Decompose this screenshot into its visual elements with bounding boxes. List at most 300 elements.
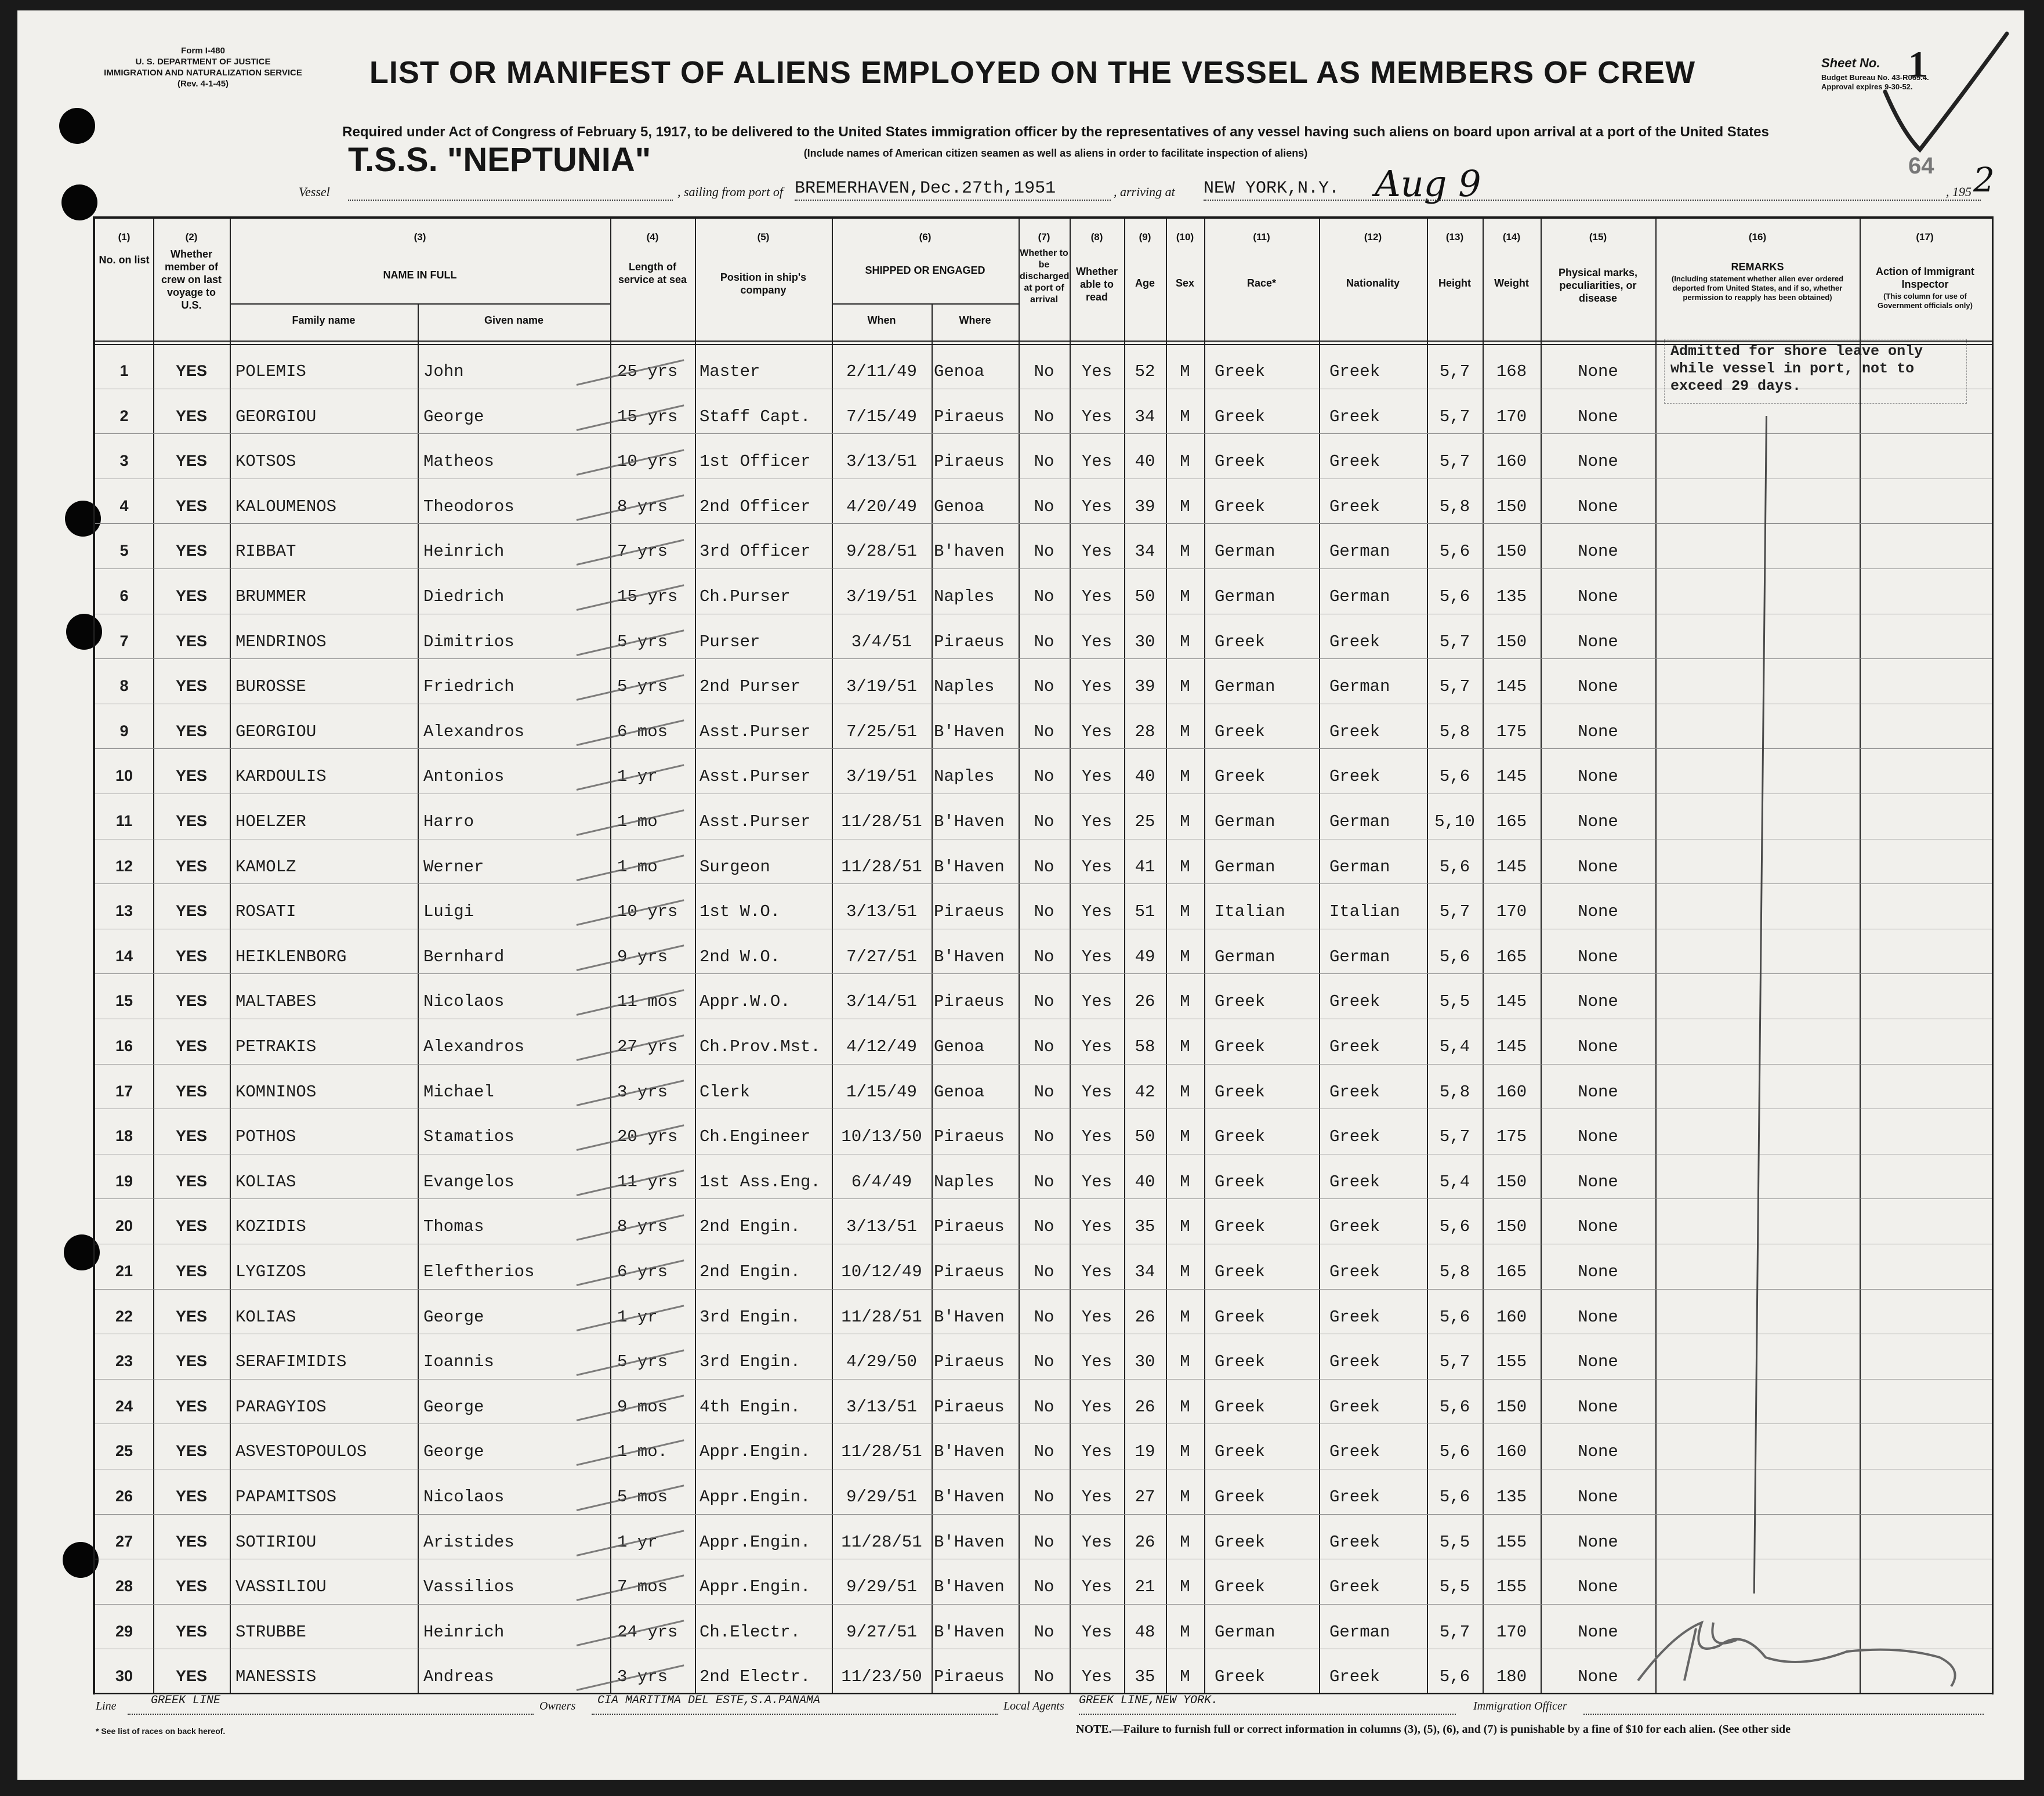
cell-weight: 150: [1496, 497, 1527, 516]
cell-service: 10 yrs: [617, 902, 678, 922]
cell-sex: M: [1180, 1577, 1190, 1597]
col-9-header: Age: [1135, 277, 1155, 289]
cell-nationality: Greek: [1329, 1397, 1380, 1417]
row-rule: [95, 523, 1992, 524]
cell-service: 8 yrs: [617, 497, 668, 516]
col-6-number: (6): [919, 231, 932, 242]
cell-position: Asst.Purser: [700, 722, 811, 741]
cell-where: Piraeus: [934, 1127, 1005, 1147]
cell-crew: YES: [175, 1307, 208, 1325]
cell-family: PAPAMITSOS: [235, 1487, 337, 1507]
cell-weight: 135: [1496, 1487, 1527, 1507]
cell-family: VASSILIOU: [235, 1577, 327, 1597]
cell-age: 30: [1135, 1352, 1155, 1372]
cell-height: 5,7: [1439, 902, 1470, 922]
cell-read: Yes: [1081, 362, 1112, 381]
cell-nationality: Greek: [1329, 1667, 1380, 1687]
cell-service: 7 yrs: [617, 542, 668, 562]
cell-marks: None: [1578, 947, 1618, 966]
cell-read: Yes: [1081, 1127, 1112, 1147]
cell-age: 26: [1135, 992, 1155, 1012]
cell-crew: YES: [175, 1127, 208, 1145]
cell-no: 8: [119, 677, 129, 695]
cell-marks: None: [1578, 1577, 1618, 1597]
cell-read: Yes: [1081, 857, 1112, 877]
cell-position: Clerk: [700, 1082, 751, 1102]
cell-service: 3 yrs: [617, 1667, 668, 1687]
cell-position: Appr.Engin.: [700, 1487, 811, 1507]
col-10-header: Sex: [1175, 277, 1195, 289]
cell-where: Naples: [934, 677, 995, 697]
cell-age: 30: [1135, 632, 1155, 651]
cell-read: Yes: [1081, 632, 1112, 651]
cell-no: 14: [115, 947, 133, 965]
col-17-header: Action of Immigrant Inspector: [1876, 266, 1974, 290]
cell-nationality: Greek: [1329, 632, 1380, 651]
cell-given: Alexandros: [423, 1037, 525, 1056]
cell-age: 34: [1135, 407, 1155, 426]
cell-crew: YES: [175, 542, 208, 560]
cell-where: Piraeus: [934, 1217, 1005, 1237]
cell-service: 27 yrs: [617, 1037, 678, 1056]
arrival-date-handwritten: Aug 9: [1375, 162, 1481, 205]
crew-table: [93, 216, 1994, 1694]
cell-when: 6/4/49: [851, 1172, 912, 1192]
cell-sex: M: [1180, 1667, 1190, 1687]
cell-age: 58: [1135, 1037, 1155, 1056]
cell-height: 5,8: [1439, 1082, 1470, 1102]
cell-sex: M: [1180, 1082, 1190, 1102]
col-5-number: (5): [757, 231, 770, 242]
cell-position: Appr.Engin.: [700, 1442, 811, 1462]
cell-height: 5,6: [1439, 1667, 1470, 1687]
cell-nationality: Italian: [1329, 902, 1400, 922]
page-title: LIST OR MANIFEST OF ALIENS EMPLOYED ON THE VESSEL AS MEMBERS OF CREW: [369, 55, 1696, 90]
cell-marks: None: [1578, 1082, 1618, 1102]
cell-when: 1/15/49: [846, 1082, 917, 1102]
cell-read: Yes: [1081, 1037, 1112, 1056]
cell-position: Ch.Engineer: [700, 1127, 811, 1147]
footer-line-value: GREEK LINE: [151, 1694, 221, 1707]
cell-service: 6 mos: [617, 722, 668, 741]
cell-marks: None: [1578, 497, 1618, 516]
cell-when: 4/12/49: [846, 1037, 917, 1056]
cell-family: SOTIRIOU: [235, 1532, 317, 1552]
cell-discharged: No: [1034, 992, 1054, 1012]
cell-service: 3 yrs: [617, 1082, 668, 1102]
cell-discharged: No: [1034, 362, 1054, 381]
cell-service: 1 mo: [617, 812, 658, 831]
col-17-number: (17): [1916, 231, 1934, 242]
cell-where: Piraeus: [934, 632, 1005, 651]
cell-marks: None: [1578, 677, 1618, 697]
row-rule: [95, 883, 1992, 884]
cell-where: Genoa: [934, 497, 985, 516]
footer-agents-underline: [1079, 1714, 1456, 1715]
cell-height: 5,6: [1439, 587, 1470, 606]
cell-height: 5,8: [1439, 497, 1470, 516]
cell-read: Yes: [1081, 1442, 1112, 1462]
cell-given: Ioannis: [423, 1352, 494, 1372]
cell-nationality: Greek: [1329, 452, 1380, 472]
cell-when: 9/28/51: [846, 542, 917, 562]
cell-nationality: Greek: [1329, 1352, 1380, 1372]
footer-agents-label: Local Agents: [1003, 1700, 1064, 1712]
cell-given: Heinrich: [423, 542, 505, 562]
cell-age: 25: [1135, 812, 1155, 831]
col-3-family-header: Family name: [292, 314, 356, 326]
cell-height: 5,7: [1439, 362, 1470, 381]
cell-given: Antonios: [423, 767, 505, 787]
cell-family: KOMNINOS: [235, 1082, 317, 1102]
cell-position: 2nd Purser: [700, 677, 801, 697]
cell-given: Nicolaos: [423, 992, 505, 1012]
page-stamp: 64: [1908, 153, 1934, 179]
cell-sex: M: [1180, 452, 1190, 472]
cell-marks: None: [1578, 1172, 1618, 1192]
cell-nationality: Greek: [1329, 1127, 1380, 1147]
cell-marks: None: [1578, 452, 1618, 472]
cell-discharged: No: [1034, 902, 1054, 922]
cell-age: 51: [1135, 902, 1155, 922]
cell-nationality: Greek: [1329, 767, 1380, 787]
cell-sex: M: [1180, 542, 1190, 562]
sailing-label: , sailing from port of: [677, 184, 783, 199]
cell-age: 50: [1135, 587, 1155, 606]
footer-officer-label: Immigration Officer: [1473, 1700, 1567, 1712]
cell-sex: M: [1180, 1442, 1190, 1462]
cell-read: Yes: [1081, 1082, 1112, 1102]
cell-nationality: Greek: [1329, 362, 1380, 381]
cell-sex: M: [1180, 1307, 1190, 1327]
cell-given: Stamatios: [423, 1127, 514, 1147]
cell-nationality: German: [1329, 947, 1390, 966]
cell-marks: None: [1578, 1217, 1618, 1237]
cell-weight: 150: [1496, 1217, 1527, 1237]
cell-position: 2nd Officer: [700, 497, 811, 516]
col-13-header: Height: [1438, 277, 1471, 289]
cell-marks: None: [1578, 407, 1618, 426]
cell-position: 2nd Engin.: [700, 1217, 801, 1237]
footer-owners-value: CIA MARITIMA DEL ESTE,S.A.PANAMA: [597, 1694, 821, 1707]
cell-weight: 145: [1496, 857, 1527, 877]
cell-discharged: No: [1034, 1532, 1054, 1552]
cell-where: Naples: [934, 767, 995, 787]
year-handwritten: 2: [1973, 160, 1995, 200]
cell-where: B'Haven: [934, 1442, 1005, 1462]
cell-given: George: [423, 407, 484, 426]
cell-when: 9/29/51: [846, 1577, 917, 1597]
cell-no: 30: [115, 1667, 133, 1685]
col-3-number: (3): [414, 231, 426, 242]
cell-weight: 180: [1496, 1667, 1527, 1687]
cell-sex: M: [1180, 1127, 1190, 1147]
cell-race: Greek: [1215, 497, 1266, 516]
col-12-header: Nationality: [1346, 277, 1400, 289]
cell-age: 27: [1135, 1487, 1155, 1507]
cell-when: 3/13/51: [846, 1397, 917, 1417]
cell-family: PETRAKIS: [235, 1037, 317, 1056]
cell-given: Alexandros: [423, 722, 525, 741]
cell-given: Theodoros: [423, 497, 514, 516]
cell-discharged: No: [1034, 542, 1054, 562]
cell-weight: 150: [1496, 1397, 1527, 1417]
cell-position: 2nd W.O.: [700, 947, 781, 966]
cell-where: Piraeus: [934, 1262, 1005, 1281]
col-17-subheader: (This column for use of Government officials only): [1878, 292, 1973, 310]
cell-given: Michael: [423, 1082, 494, 1102]
cell-age: 50: [1135, 1127, 1155, 1147]
cell-read: Yes: [1081, 1532, 1112, 1552]
cell-no: 17: [115, 1082, 133, 1100]
cell-marks: None: [1578, 902, 1618, 922]
col-1-header: No. on list: [99, 254, 150, 266]
cell-discharged: No: [1034, 1397, 1054, 1417]
cell-where: B'Haven: [934, 1577, 1005, 1597]
cell-height: 5,7: [1439, 677, 1470, 697]
cell-family: POLEMIS: [235, 362, 306, 381]
cell-no: 28: [115, 1577, 133, 1595]
cell-marks: None: [1578, 587, 1618, 606]
cell-nationality: Greek: [1329, 1037, 1380, 1056]
cell-position: Appr.Engin.: [700, 1577, 811, 1597]
cell-given: John: [423, 362, 464, 381]
cell-marks: None: [1578, 992, 1618, 1012]
cell-marks: None: [1578, 1487, 1618, 1507]
cell-family: GEORGIOU: [235, 722, 317, 741]
cell-given: Evangelos: [423, 1172, 514, 1192]
cell-where: Naples: [934, 587, 995, 606]
form-identifier: [64, 45, 342, 89]
cell-nationality: Greek: [1329, 497, 1380, 516]
cell-where: B'Haven: [934, 947, 1005, 966]
cell-family: MALTABES: [235, 992, 317, 1012]
cell-family: PARAGYIOS: [235, 1397, 327, 1417]
col-2-number: (2): [185, 231, 198, 242]
cell-no: 5: [119, 542, 129, 560]
cell-given: Harro: [423, 812, 474, 831]
row-rule: [95, 1198, 1992, 1199]
manifest-page: [17, 10, 2024, 1780]
row-rule: [95, 433, 1992, 434]
col-12-number: (12): [1364, 231, 1382, 242]
cell-sex: M: [1180, 1487, 1190, 1507]
cell-marks: None: [1578, 632, 1618, 651]
cell-weight: 150: [1496, 542, 1527, 562]
cell-where: Piraeus: [934, 1352, 1005, 1372]
cell-weight: 135: [1496, 587, 1527, 606]
cell-no: 15: [115, 992, 133, 1010]
penalty-note: NOTE.—Failure to furnish full or correct information in columns (3), (5), (6), and (7) is punishable by a fine of $10 for each alien. (See other side: [1076, 1723, 1791, 1736]
cell-where: Piraeus: [934, 1667, 1005, 1687]
cell-discharged: No: [1034, 1217, 1054, 1237]
col-4-header: Length of service at sea: [618, 261, 687, 285]
footer-line-label: Line: [96, 1700, 117, 1712]
cell-height: 5,6: [1439, 947, 1470, 966]
cell-where: B'Haven: [934, 1487, 1005, 1507]
cell-discharged: No: [1034, 1262, 1054, 1281]
cell-service: 10 yrs: [617, 452, 678, 472]
cell-height: 5,7: [1439, 1352, 1470, 1372]
cell-when: 3/19/51: [846, 587, 917, 606]
cell-nationality: German: [1329, 812, 1390, 831]
cell-read: Yes: [1081, 1217, 1112, 1237]
cell-race: Greek: [1215, 1262, 1266, 1281]
cell-race: Greek: [1215, 1442, 1266, 1462]
cell-sex: M: [1180, 1172, 1190, 1192]
cell-no: 4: [119, 497, 129, 515]
cell-position: 2nd Engin.: [700, 1262, 801, 1281]
cell-service: 1 yr: [617, 1532, 658, 1552]
cell-crew: YES: [175, 497, 208, 515]
cell-sex: M: [1180, 947, 1190, 966]
cell-race: Italian: [1215, 902, 1285, 922]
sailing-port: BREMERHAVEN,Dec.27th,1951: [795, 179, 1056, 198]
cell-race: Greek: [1215, 1667, 1266, 1687]
cell-marks: None: [1578, 1037, 1618, 1056]
cell-family: BRUMMER: [235, 587, 306, 606]
cell-read: Yes: [1081, 1487, 1112, 1507]
cell-position: Appr.Engin.: [700, 1532, 811, 1552]
cell-marks: None: [1578, 542, 1618, 562]
cell-no: 11: [115, 812, 133, 830]
cell-height: 5,5: [1439, 992, 1470, 1012]
cell-given: George: [423, 1397, 484, 1417]
approval-line: Approval expires 9-30-52.: [1821, 82, 1913, 91]
cell-no: 19: [115, 1172, 133, 1190]
cell-family: KOLIAS: [235, 1307, 296, 1327]
cell-crew: YES: [175, 947, 208, 965]
cell-weight: 160: [1496, 1082, 1527, 1102]
sailing-underline: [795, 200, 1111, 201]
cell-when: 3/13/51: [846, 1217, 917, 1237]
col-7-header: Whether to be discharged at port of arrival: [1020, 248, 1070, 305]
cell-sex: M: [1180, 362, 1190, 381]
cell-family: KARDOULIS: [235, 767, 327, 787]
year-label: , 195: [1946, 184, 1971, 199]
cell-weight: 155: [1496, 1577, 1527, 1597]
cell-height: 5,7: [1439, 1622, 1470, 1642]
cell-race: Greek: [1215, 362, 1266, 381]
cell-marks: None: [1578, 722, 1618, 741]
cell-no: 16: [115, 1037, 133, 1055]
cell-when: 4/29/50: [846, 1352, 917, 1372]
cell-weight: 145: [1496, 677, 1527, 697]
cell-crew: YES: [175, 812, 208, 830]
cell-height: 5,6: [1439, 1397, 1470, 1417]
cell-position: 4th Engin.: [700, 1397, 801, 1417]
col-6-where-header: Where: [959, 314, 991, 326]
cell-race: Greek: [1215, 722, 1266, 741]
cell-sex: M: [1180, 902, 1190, 922]
cell-discharged: No: [1034, 722, 1054, 741]
col-8-header: Whether able to read: [1076, 266, 1118, 303]
cell-marks: None: [1578, 857, 1618, 877]
arriving-underline: [1204, 200, 1981, 201]
arriving-label: , arriving at: [1114, 184, 1175, 199]
cell-position: Staff Capt.: [700, 407, 811, 426]
cell-height: 5,8: [1439, 1262, 1470, 1281]
cell-read: Yes: [1081, 587, 1112, 606]
cell-when: 11/28/51: [841, 857, 922, 877]
cell-race: Greek: [1215, 1487, 1266, 1507]
cell-height: 5,7: [1439, 632, 1470, 651]
cell-race: German: [1215, 947, 1275, 966]
cell-marks: None: [1578, 1397, 1618, 1417]
cell-age: 26: [1135, 1307, 1155, 1327]
cell-position: Asst.Purser: [700, 812, 811, 831]
cell-crew: YES: [175, 992, 208, 1010]
cell-when: 11/28/51: [841, 1442, 922, 1462]
cell-race: Greek: [1215, 1532, 1266, 1552]
cell-discharged: No: [1034, 452, 1054, 472]
cell-when: 7/15/49: [846, 407, 917, 426]
cell-where: B'Haven: [934, 857, 1005, 877]
cell-discharged: No: [1034, 632, 1054, 651]
cell-crew: YES: [175, 587, 208, 604]
cell-weight: 175: [1496, 1127, 1527, 1147]
cell-when: 11/28/51: [841, 1307, 922, 1327]
col-4-number: (4): [646, 231, 659, 242]
col-3-header: NAME IN FULL: [383, 269, 457, 281]
cell-read: Yes: [1081, 407, 1112, 426]
cell-where: Piraeus: [934, 902, 1005, 922]
cell-where: Genoa: [934, 1037, 985, 1056]
cell-sex: M: [1180, 632, 1190, 651]
cell-service: 1 yr: [617, 1307, 658, 1327]
cell-family: POTHOS: [235, 1127, 296, 1147]
cell-no: 13: [115, 902, 133, 920]
cell-race: German: [1215, 677, 1275, 697]
cell-nationality: Greek: [1329, 1262, 1380, 1281]
cell-discharged: No: [1034, 1667, 1054, 1687]
form-dept: U. S. DEPARTMENT OF JUSTICE: [135, 57, 271, 67]
cell-race: German: [1215, 542, 1275, 562]
cell-height: 5,7: [1439, 452, 1470, 472]
cell-read: Yes: [1081, 902, 1112, 922]
cell-crew: YES: [175, 1622, 208, 1640]
cell-family: KALOUMENOS: [235, 497, 337, 516]
cell-sex: M: [1180, 722, 1190, 741]
cell-family: GEORGIOU: [235, 407, 317, 426]
cell-crew: YES: [175, 1487, 208, 1505]
remarks-line: exceed 29 days.: [1670, 378, 1802, 394]
col-6-header: SHIPPED OR ENGAGED: [865, 265, 985, 276]
cell-discharged: No: [1034, 407, 1054, 426]
cell-race: Greek: [1215, 1577, 1266, 1597]
cell-sex: M: [1180, 497, 1190, 516]
cell-no: 26: [115, 1487, 133, 1505]
cell-age: 35: [1135, 1217, 1155, 1237]
cell-nationality: Greek: [1329, 1082, 1380, 1102]
cell-race: German: [1215, 587, 1275, 606]
cell-service: 15 yrs: [617, 587, 678, 606]
cell-height: 5,6: [1439, 1487, 1470, 1507]
cell-height: 5,5: [1439, 1532, 1470, 1552]
cell-weight: 165: [1496, 947, 1527, 966]
cell-family: MANESSIS: [235, 1667, 317, 1687]
cell-height: 5,8: [1439, 722, 1470, 741]
cell-service: 1 mo: [617, 857, 658, 877]
cell-no: 10: [115, 767, 133, 785]
cell-race: Greek: [1215, 1172, 1266, 1192]
footer-agents-value: GREEK LINE,NEW YORK.: [1079, 1694, 1219, 1707]
cell-family: LYGIZOS: [235, 1262, 306, 1281]
cell-sex: M: [1180, 767, 1190, 787]
cell-where: B'Haven: [934, 1622, 1005, 1642]
cell-when: 10/12/49: [841, 1262, 922, 1281]
cell-weight: 155: [1496, 1352, 1527, 1372]
